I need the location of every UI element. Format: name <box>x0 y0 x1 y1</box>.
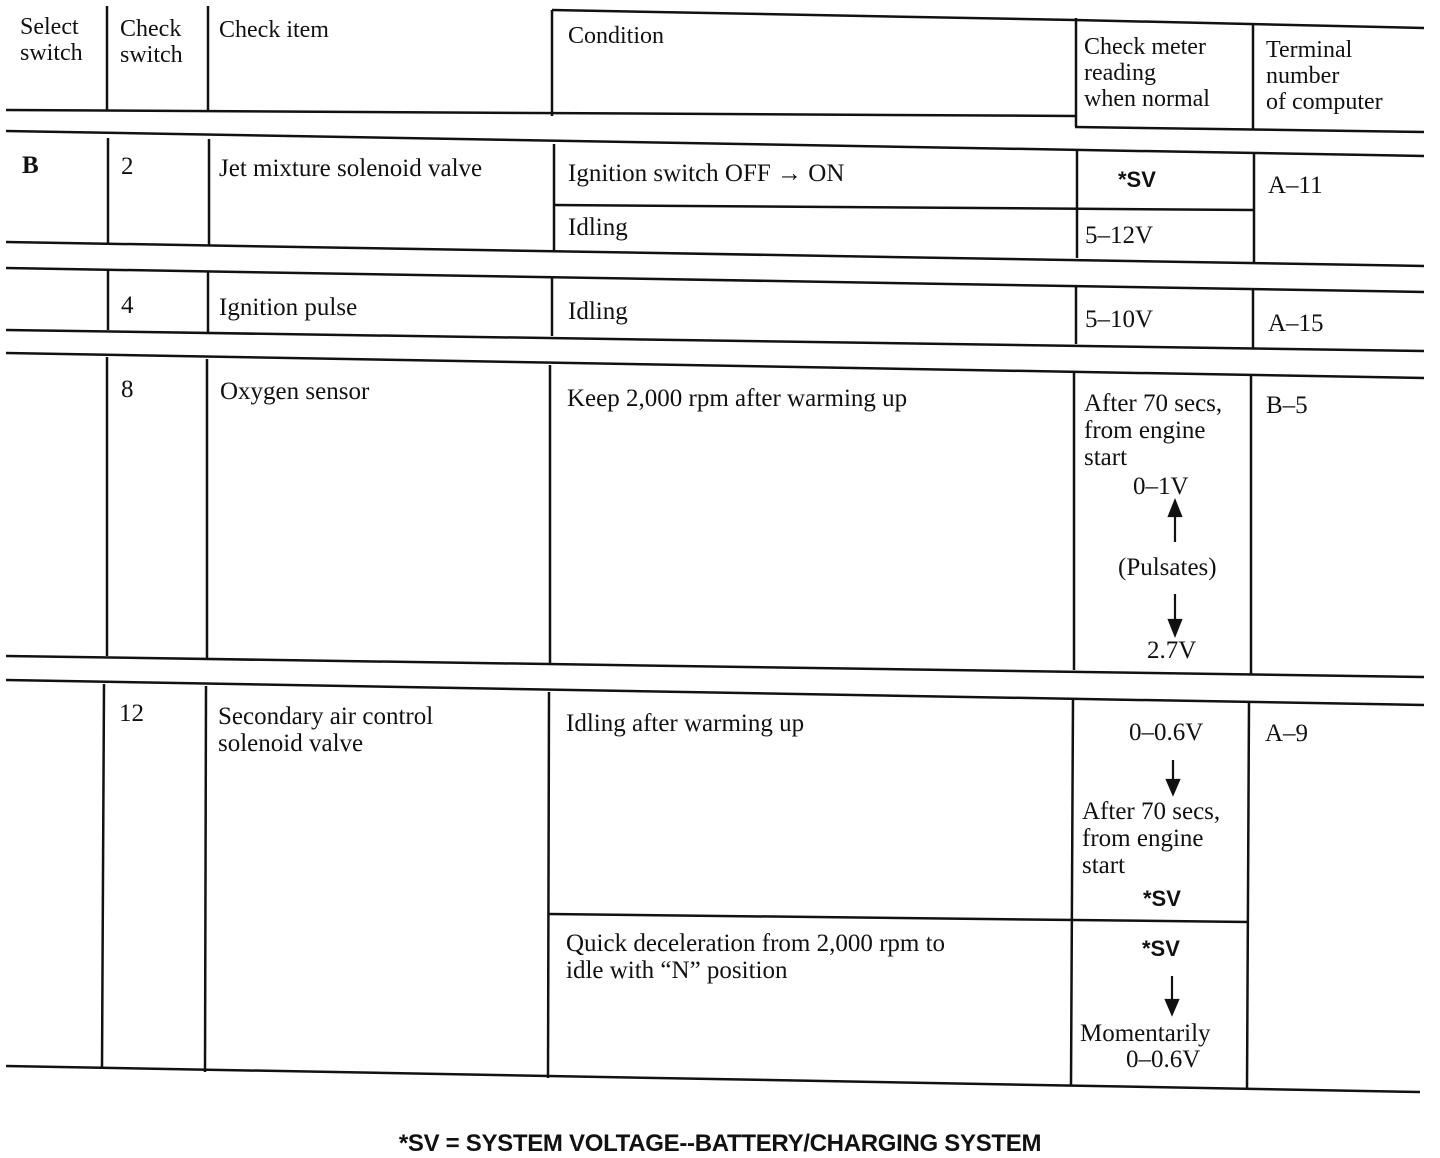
row3-check-item: Oxygen sensor <box>220 378 370 405</box>
row4-reading-1-bottom: *SV <box>1143 886 1181 911</box>
row3-condition-1: Keep 2,000 rpm after warming up <box>567 385 908 412</box>
row4-check-item: Secondary air control solenoid valve <box>218 703 434 757</box>
row1-check-switch: 2 <box>121 153 134 180</box>
down-arrow-icon <box>1169 620 1181 635</box>
row3-reading-mid: (Pulsates) <box>1118 554 1217 581</box>
row3-reading-bottom: 2.7V <box>1147 637 1197 664</box>
row4-terminal: A–9 <box>1265 720 1309 747</box>
row1-condition-1: Ignition switch OFF → ON <box>568 160 845 187</box>
header-select-switch: Select switch <box>20 14 83 66</box>
row4-check-switch: 12 <box>119 700 144 727</box>
header-check-meter-reading: Check meter reading when normal <box>1084 34 1210 112</box>
row2-check-item: Ignition pulse <box>219 294 358 321</box>
row4-condition-1: Idling after warming up <box>566 710 805 737</box>
header-check-item: Check item <box>219 17 329 43</box>
row1-select-switch: B <box>22 152 39 179</box>
row2-terminal: A–15 <box>1268 310 1324 337</box>
row1-reading-1: *SV <box>1118 167 1156 192</box>
down-arrow-icon-2 <box>1167 780 1179 794</box>
row2-check-switch: 4 <box>121 292 134 319</box>
up-arrow-icon <box>1169 501 1181 516</box>
row3-check-switch: 8 <box>121 376 134 403</box>
down-arrow-icon-3 <box>1166 1000 1178 1014</box>
row4-reading-2-bottom: 0–0.6V <box>1126 1046 1201 1073</box>
row1-check-item: Jet mixture solenoid valve <box>219 155 483 182</box>
row1-terminal: A–11 <box>1268 172 1323 199</box>
row1-reading-2: 5–12V <box>1085 222 1154 249</box>
header-terminal-number: Terminal number of computer <box>1266 37 1383 115</box>
row4-condition-2: Quick deceleration from 2,000 rpm to idle with “N” position <box>566 930 946 984</box>
header-check-switch: Check switch <box>120 16 183 68</box>
row3-reading-note: After 70 secs, from engine start <box>1084 390 1223 471</box>
footnote: *SV = SYSTEM VOLTAGE--BATTERY/CHARGING SYSTEM <box>398 1130 1042 1157</box>
row1-condition-2: Idling <box>568 214 628 241</box>
row2-condition-1: Idling <box>568 298 628 325</box>
row4-reading-2-top: *SV <box>1142 936 1180 961</box>
header-condition: Condition <box>568 23 665 49</box>
row4-reading-2-note: Momentarily <box>1080 1020 1211 1047</box>
row3-terminal: B–5 <box>1266 392 1308 419</box>
row3-reading-top: 0–1V <box>1133 473 1189 500</box>
row4-reading-1-top: 0–0.6V <box>1129 719 1204 746</box>
row4-reading-1-note: After 70 secs, from engine start <box>1082 798 1221 879</box>
row2-reading-1: 5–10V <box>1085 306 1154 333</box>
